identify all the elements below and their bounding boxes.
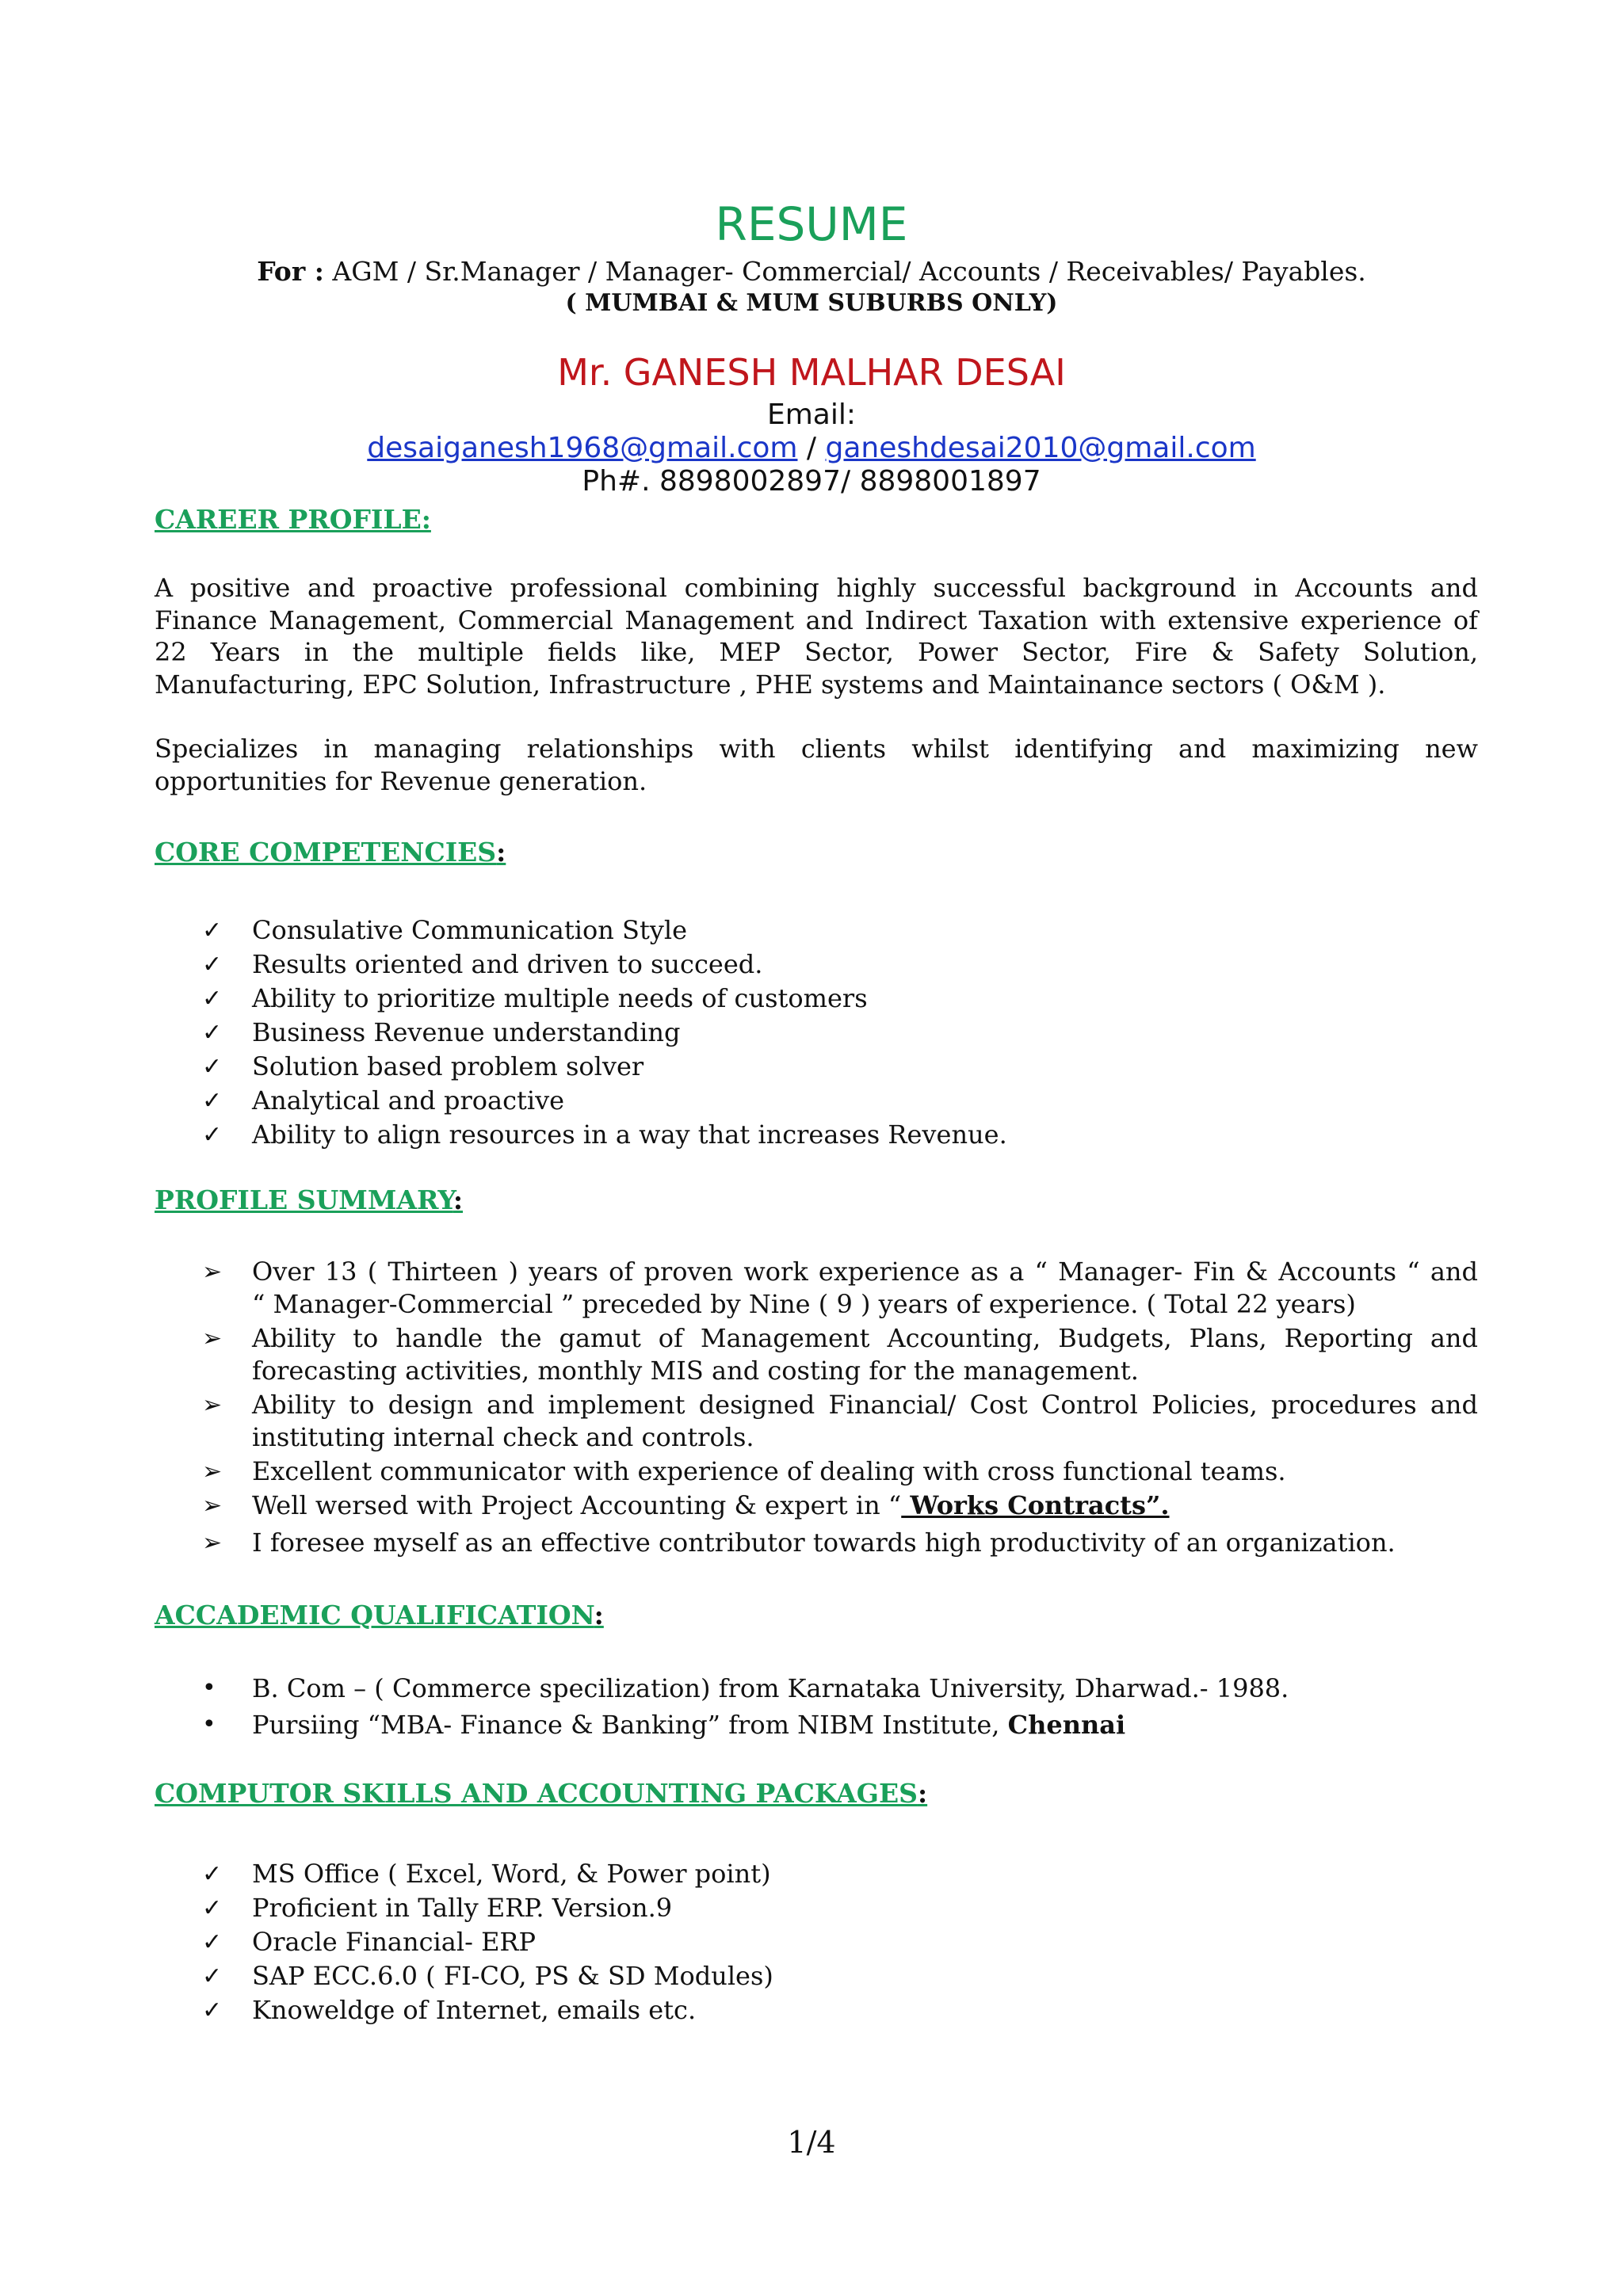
core-competencies-list	[155, 913, 1478, 1152]
list-item	[155, 1489, 1478, 1522]
list-item-text: SAP ECC.6.0 ( FI-CO, PS & SD Modules)	[252, 1961, 773, 1991]
list-item	[155, 1959, 1478, 1993]
list-item	[155, 1527, 1478, 1559]
email-label: Email:	[766, 399, 856, 431]
checkmark-icon: ✓	[202, 1053, 223, 1081]
heading-colon: :	[453, 1184, 464, 1215]
arrowhead-icon: ➢	[202, 1258, 223, 1286]
para-line: Manufacturing, EPC Solution, Infrastructure , PHE systems and Maintainance sectors ( O&M ).	[155, 669, 1386, 700]
para-line: Finance Management, Commercial Management and Indirect Taxation with extensive experience of	[155, 605, 1478, 635]
checkmark-icon: ✓	[202, 985, 223, 1013]
arrowhead-icon: ➢	[202, 1492, 223, 1520]
item-line: Over 13 ( Thirteen ) years of proven work experience as a “ Manager- Fin & Accounts “ and	[252, 1257, 1478, 1287]
para-line: 22 Years in the multiple fields like, MEP Sector, Power Sector, Fire & Safety Solution,	[155, 637, 1478, 667]
resume-title: RESUME	[715, 197, 908, 251]
list-item	[155, 1016, 1478, 1050]
list-item	[155, 1993, 1478, 2027]
heading-colon: :	[496, 837, 506, 868]
arrowhead-icon: ➢	[202, 1529, 223, 1557]
career-profile-paragraph-1	[155, 572, 1478, 700]
checkmark-icon: ✓	[202, 1121, 223, 1149]
bullet-icon: •	[202, 1711, 216, 1738]
arrowhead-icon: ➢	[202, 1391, 223, 1419]
item-line: Excellent communicator with experience of dealing with cross functional teams.	[252, 1456, 1286, 1486]
email-link-2[interactable]: ganeshdesai2010@gmail.com	[825, 432, 1256, 464]
list-item-text: B. Com – ( Commerce specilization) from Karnataka University, Dharwad.- 1988.	[252, 1673, 1289, 1703]
list-item-text: Oracle Financial- ERP	[252, 1927, 537, 1957]
list-item	[155, 1389, 1478, 1454]
works-contracts-emphasis: Works Contracts”.	[901, 1490, 1170, 1520]
list-item-text: Results oriented and driven to succeed.	[252, 949, 763, 979]
heading-text: ACCADEMIC QUALIFICATION	[155, 1600, 594, 1630]
list-item	[155, 1455, 1478, 1488]
academic-heading	[155, 1599, 604, 1632]
list-item	[155, 982, 1478, 1016]
chennai-bold: Chennai	[1007, 1710, 1126, 1740]
heading-text: CORE COMPETENCIES	[155, 837, 497, 868]
email-separator: /	[797, 432, 826, 464]
list-item	[155, 1707, 1478, 1743]
checkmark-icon: ✓	[202, 1894, 223, 1922]
list-item	[155, 1084, 1478, 1118]
item-text: Well wersed with Project Accounting & expert in “	[252, 1490, 902, 1520]
list-item-text: Ability to align resources in a way that increases Revenue.	[252, 1119, 1007, 1150]
list-item-text: Pursiing “MBA- Finance & Banking” from NIBM Institute,	[252, 1710, 1008, 1740]
bullet-icon: •	[202, 1674, 216, 1702]
for-text: AGM / Sr.Manager / Manager- Commercial/ Accounts / Receivables/ Payables.	[323, 256, 1366, 287]
phone-numbers: Ph#. 8898002897/ 8898001897	[582, 465, 1041, 498]
list-item-text: Analytical and proactive	[252, 1085, 565, 1116]
list-item-text: MS Office ( Excel, Word, & Power point)	[252, 1859, 771, 1889]
list-item	[155, 1256, 1478, 1321]
list-item	[155, 1925, 1478, 1959]
heading-colon: :	[594, 1600, 604, 1630]
checkmark-icon: ✓	[202, 951, 223, 978]
list-item	[155, 948, 1478, 982]
checkmark-icon: ✓	[202, 1087, 223, 1115]
core-competencies-heading	[155, 836, 506, 869]
career-profile-paragraph-2	[155, 733, 1478, 797]
list-item	[155, 1050, 1478, 1084]
item-line: “ Manager-Commercial ” preceded by Nine ( 9 ) years of experience. ( Total 22 years)	[252, 1289, 1356, 1319]
profile-summary-heading	[155, 1184, 463, 1217]
para-line: A positive and proactive professional combining highly successful background in Accounts and	[155, 573, 1478, 603]
list-item	[155, 1857, 1478, 1891]
checkmark-icon: ✓	[202, 1019, 223, 1047]
for-label: For :	[257, 256, 324, 287]
career-profile-heading: CAREER PROFILE:	[155, 504, 431, 535]
checkmark-icon: ✓	[202, 1997, 223, 2024]
list-item	[155, 1670, 1478, 1707]
list-item	[155, 1118, 1478, 1152]
arrowhead-icon: ➢	[202, 1458, 223, 1486]
target-roles	[0, 255, 1623, 288]
para-line: Specializes in managing relationships with clients whilst identifying and maximizing new	[155, 734, 1478, 764]
list-item-text: Business Revenue understanding	[252, 1017, 681, 1047]
item-line	[252, 1489, 1478, 1522]
checkmark-icon: ✓	[202, 1860, 223, 1888]
item-line: instituting internal check and controls.	[252, 1422, 754, 1452]
list-item	[155, 1891, 1478, 1925]
checkmark-icon: ✓	[202, 1928, 223, 1956]
list-item-text: Consulative Communication Style	[252, 915, 688, 945]
item-line: Ability to handle the gamut of Management Accounting, Budgets, Plans, Reporting and	[252, 1323, 1478, 1353]
list-item-text: Solution based problem solver	[252, 1051, 644, 1081]
profile-summary-list	[155, 1256, 1478, 1561]
checkmark-icon: ✓	[202, 917, 223, 944]
list-item	[155, 1322, 1478, 1387]
para-line: opportunities for Revenue generation.	[155, 765, 647, 796]
email-link-1[interactable]: desaiganesh1968@gmail.com	[367, 432, 798, 464]
computer-skills-list	[155, 1857, 1478, 2027]
candidate-name: Mr. GANESH MALHAR DESAI	[557, 351, 1066, 394]
item-line: I foresee myself as an effective contributor towards high productivity of an organization.	[252, 1527, 1396, 1558]
list-item	[155, 913, 1478, 948]
checkmark-icon: ✓	[202, 1962, 223, 1990]
location-note: ( MUMBAI & MUM SUBURBS ONLY)	[565, 289, 1058, 317]
page-number: 1/4	[787, 2125, 836, 2160]
list-item-text: Ability to prioritize multiple needs of customers	[252, 983, 868, 1013]
list-item-text: Proficient in Tally ERP. Version.9	[252, 1893, 673, 1923]
academic-list	[155, 1670, 1478, 1743]
email-line	[0, 431, 1623, 466]
heading-text: PROFILE SUMMARY	[155, 1184, 453, 1215]
computer-skills-heading	[155, 1777, 927, 1810]
heading-text: COMPUTOR SKILLS AND ACCOUNTING PACKAGES	[155, 1778, 918, 1809]
list-item-text: Knoweldge of Internet, emails etc.	[252, 1995, 697, 2025]
arrowhead-icon: ➢	[202, 1325, 223, 1352]
item-line: forecasting activities, monthly MIS and costing for the management.	[252, 1356, 1139, 1386]
item-line: Ability to design and implement designed Financial/ Cost Control Policies, procedures and	[252, 1390, 1478, 1420]
heading-colon: :	[917, 1778, 928, 1809]
